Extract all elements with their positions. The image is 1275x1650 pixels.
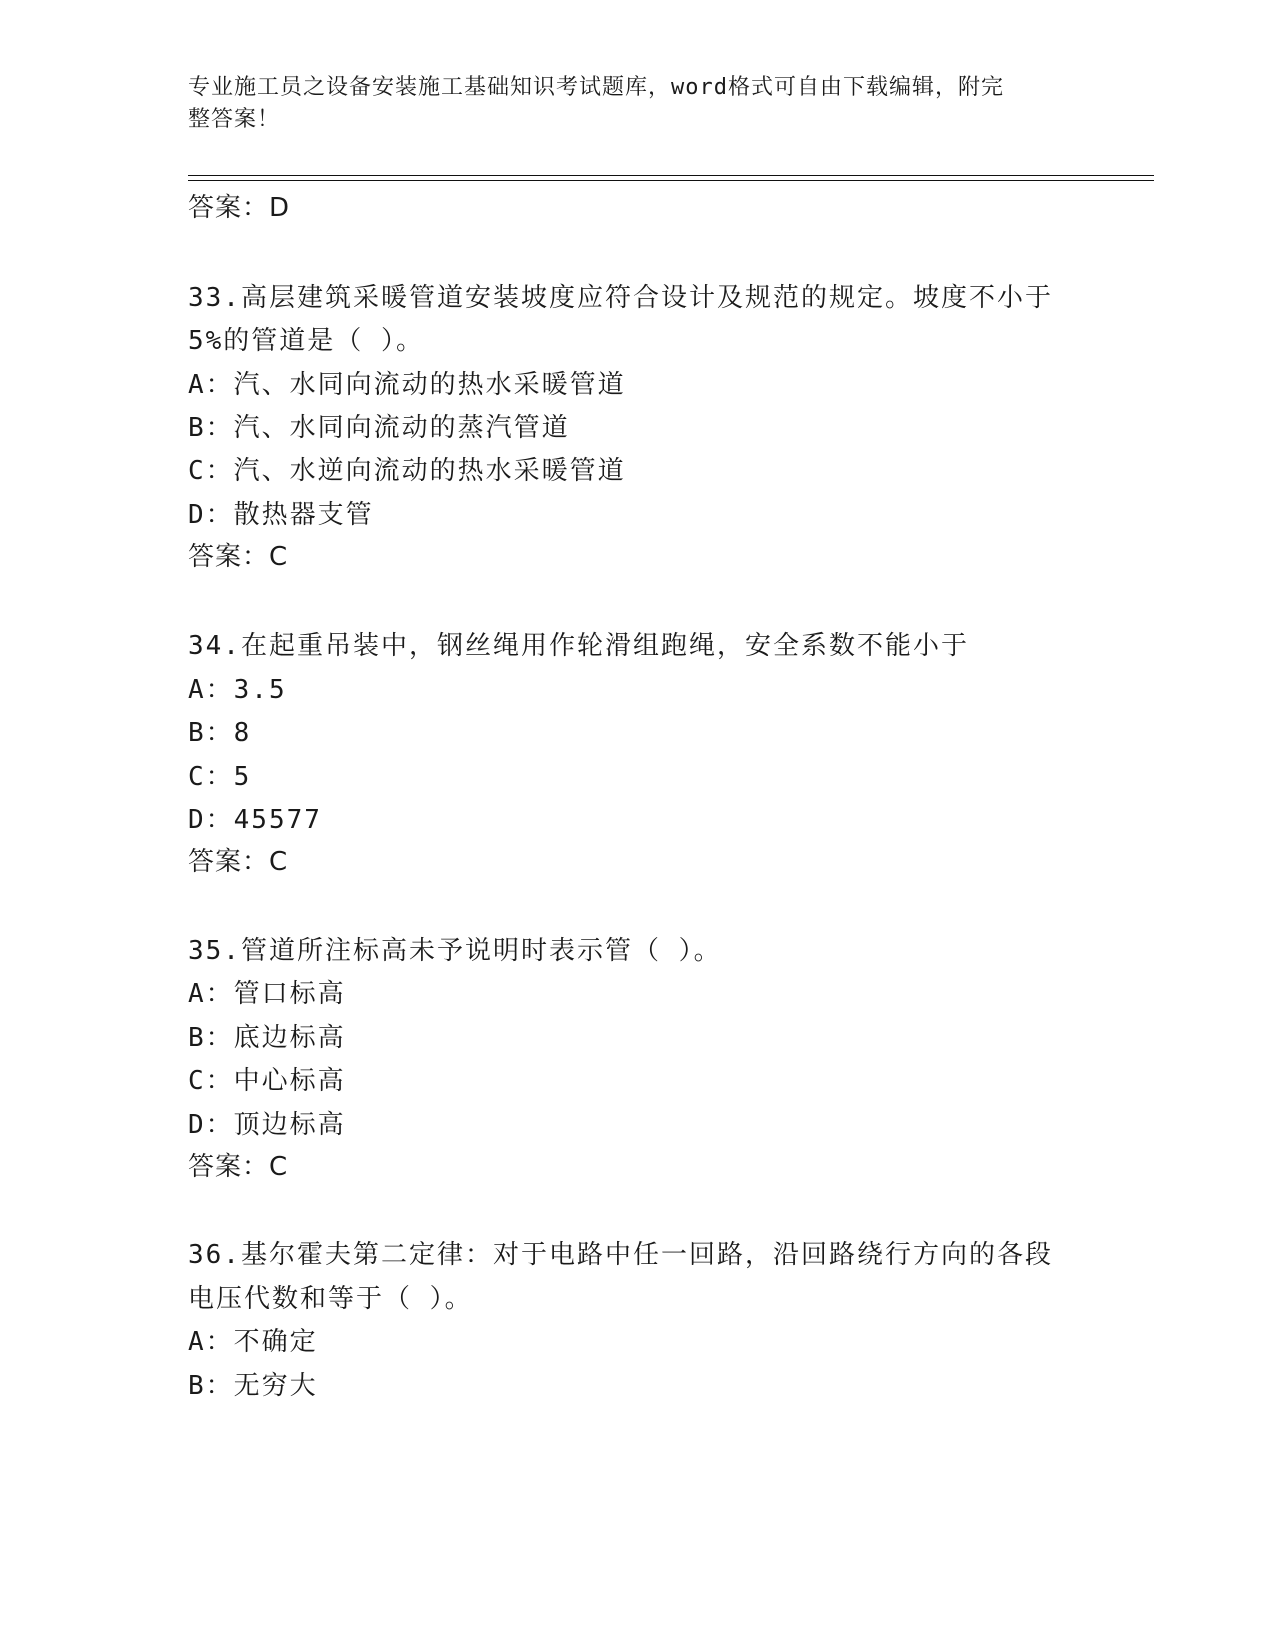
answer: 答案：C	[188, 1152, 289, 1182]
question-stem: 33.高层建筑采暖管道安装坡度应符合设计及规范的规定。坡度不小于	[188, 283, 1053, 313]
option-c: C：汽、水逆向流动的热水采暖管道	[188, 456, 626, 486]
option-a: A：汽、水同向流动的热水采暖管道	[188, 370, 626, 400]
option-a: A：3.5	[188, 675, 287, 705]
question-stem: 35.管道所注标高未予说明时表示管（ ）。	[188, 936, 722, 966]
question-stem: 34.在起重吊装中，钢丝绳用作轮滑组跑绳，安全系数不能小于	[188, 631, 969, 661]
option-b: B：8	[188, 718, 252, 748]
option-b: B：汽、水同向流动的蒸汽管道	[188, 413, 570, 443]
answer: 答案：C	[188, 847, 289, 877]
option-d: D：散热器支管	[188, 500, 374, 530]
option-a: A：管口标高	[188, 979, 346, 1009]
question-stem: 36.基尔霍夫第二定律：对于电路中任一回路，沿回路绕行方向的各段	[188, 1240, 1053, 1270]
previous-answer: 答案：D	[188, 193, 291, 223]
answer: 答案：C	[188, 542, 289, 572]
option-b: B：无穷大	[188, 1371, 318, 1401]
header-line-1: 专业施工员之设备安装施工基础知识考试题库，word格式可自由下载编辑，附完	[188, 75, 1004, 100]
option-c: C：5	[188, 762, 252, 792]
header-rule-top	[188, 175, 1154, 176]
option-d: D：顶边标高	[188, 1110, 346, 1140]
header-line-2: 整答案！	[188, 107, 281, 132]
question-stem-continued: 5%的管道是（ ）。	[188, 326, 424, 356]
option-c: C：中心标高	[188, 1066, 346, 1096]
header-rule-bottom	[188, 180, 1154, 181]
question-stem-continued: 电压代数和等于（ ）。	[188, 1284, 473, 1314]
option-d: D：45577	[188, 805, 322, 835]
option-a: A：不确定	[188, 1327, 318, 1357]
option-b: B：底边标高	[188, 1023, 346, 1053]
document-header	[188, 72, 1078, 136]
